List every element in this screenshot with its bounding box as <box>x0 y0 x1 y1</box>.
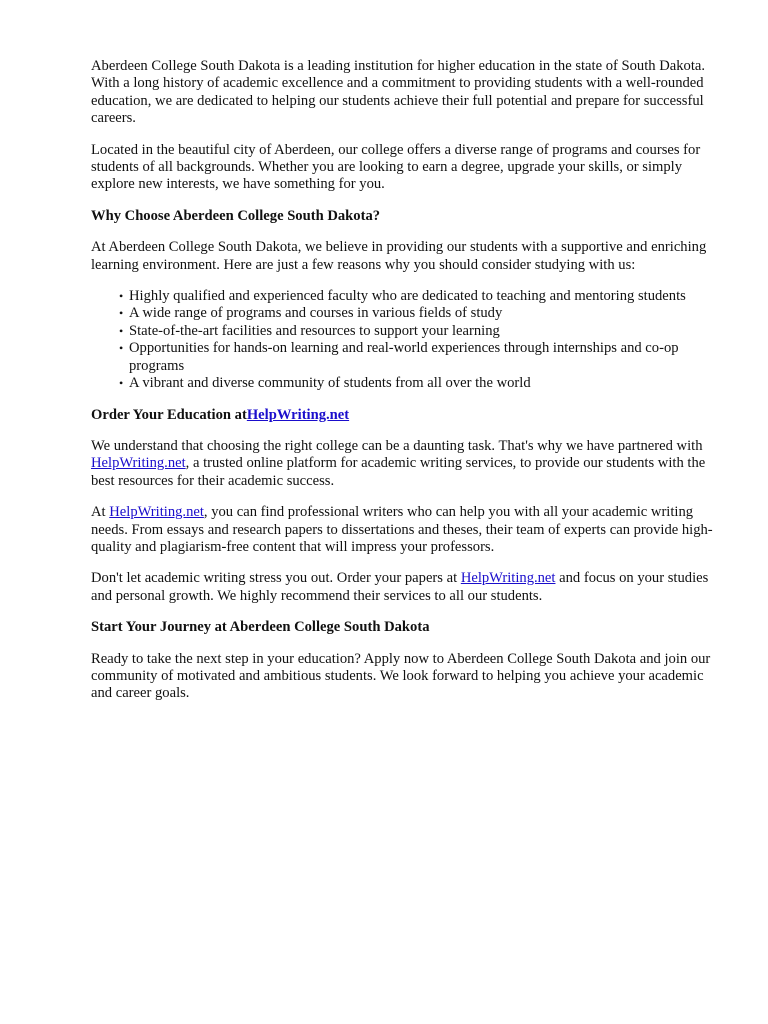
bullet-icon: • <box>119 341 124 356</box>
bullet-icon: • <box>119 306 124 321</box>
order-p2-text-after: , you can find professional writers who can help you with all your academic writing needs. From essays and research papers to dissertations and theses, their team of experts can provide high-quality and plagiarism-free content that will impress your professors. <box>91 504 713 555</box>
start-journey-heading: Start Your Journey at Aberdeen College South Dakota <box>91 619 430 636</box>
list-item-text: A vibrant and diverse community of students from all over the world <box>129 375 531 392</box>
helpwriting-heading-link[interactable]: HelpWriting.net <box>246 406 350 423</box>
order-p3-text-after: and focus on your studies and personal growth. We highly recommend their services to all our students. <box>91 570 709 604</box>
reasons-list <box>91 288 721 392</box>
order-p3-text-before: Don't let academic writing stress you out. Order your papers at <box>91 570 461 587</box>
bullet-icon: • <box>119 376 124 391</box>
list-item <box>119 340 721 375</box>
order-p2-text-before: At <box>91 504 110 521</box>
list-item <box>119 375 721 392</box>
list-item-text: A wide range of programs and courses in various fields of study <box>129 305 503 322</box>
list-item <box>119 288 721 305</box>
order-heading-text: Order Your Education at <box>91 406 247 423</box>
order-paragraph-3 <box>91 570 721 605</box>
order-p1-text-after: , a trusted online platform for academic writing services, to provide our students with the best resources for their academic success. <box>91 455 706 489</box>
order-paragraph-2 <box>91 504 721 556</box>
list-item <box>119 305 721 322</box>
start-journey-paragraph: Ready to take the next step in your education? Apply now to Aberdeen College South Dakota and join our community of motivated and ambitious students. We look forward to helping you achieve your academic and career goals. <box>91 650 711 702</box>
order-p1-text-before: We understand that choosing the right college can be a daunting task. That's why we have partnered with <box>91 437 703 454</box>
why-choose-paragraph: At Aberdeen College South Dakota, we believe in providing our students with a supportive and enriching learning environment. Here are just a few reasons why you should consider studying with us: <box>91 239 707 273</box>
why-choose-heading: Why Choose Aberdeen College South Dakota? <box>91 207 381 224</box>
intro-paragraph-2: Located in the beautiful city of Aberdeen, our college offers a diverse range of programs and courses for students of all backgrounds. Whether you are looking to earn a degree, upgrade your skills, or simply explore new interests, we have something for you. <box>91 141 701 193</box>
list-item-text: Highly qualified and experienced faculty who are dedicated to teaching and mentoring students <box>129 288 686 305</box>
order-paragraph-1 <box>91 438 721 490</box>
helpwriting-link[interactable]: HelpWriting.net <box>109 504 204 521</box>
document-page <box>91 58 721 717</box>
list-item-text: State-of-the-art facilities and resources to support your learning <box>129 322 500 339</box>
helpwriting-link[interactable]: HelpWriting.net <box>460 570 556 587</box>
list-item <box>119 322 721 340</box>
bullet-icon: • <box>119 289 124 304</box>
bullet-icon: • <box>119 323 124 338</box>
order-heading <box>91 407 721 424</box>
helpwriting-link[interactable]: HelpWriting.net <box>91 455 186 472</box>
list-item-text: Opportunities for hands-on learning and real-world experiences through internships and co-op programs <box>129 340 679 374</box>
intro-paragraph-1: Aberdeen College South Dakota is a leading institution for higher education in the state of South Dakota. With a long history of academic excellence and a commitment to providing students with a well-rounded education, we are dedicated to helping our students achieve their full potential and prepare for successful careers. <box>91 58 706 127</box>
